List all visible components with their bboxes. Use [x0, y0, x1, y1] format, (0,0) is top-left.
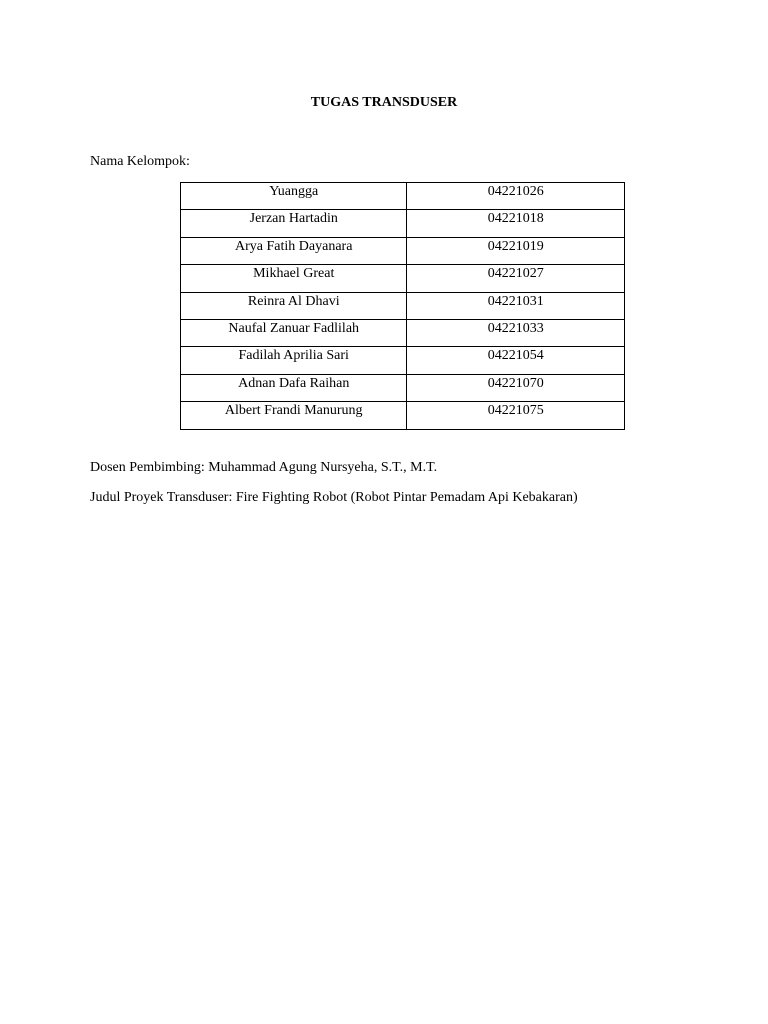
table-row [181, 183, 625, 210]
table-row [181, 402, 625, 429]
table-row [181, 237, 625, 264]
member-name: Mikhael Great [181, 265, 407, 292]
member-name: Yuangga [181, 183, 407, 210]
member-name: Naufal Zanuar Fadlilah [181, 319, 407, 346]
table-row [181, 347, 625, 374]
table-row [181, 292, 625, 319]
member-name: Arya Fatih Dayanara [181, 237, 407, 264]
member-id: 04221026 [407, 183, 625, 210]
members-table [180, 182, 625, 430]
member-id: 04221018 [407, 210, 625, 237]
table-row [181, 210, 625, 237]
member-id: 04221075 [407, 402, 625, 429]
table-row [181, 374, 625, 401]
member-id: 04221033 [407, 319, 625, 346]
table-row [181, 319, 625, 346]
table-row [181, 265, 625, 292]
member-id: 04221054 [407, 347, 625, 374]
member-name: Jerzan Hartadin [181, 210, 407, 237]
member-id: 04221019 [407, 237, 625, 264]
member-name: Reinra Al Dhavi [181, 292, 407, 319]
member-id: 04221070 [407, 374, 625, 401]
group-label: Nama Kelompok: [90, 154, 190, 169]
member-id: 04221031 [407, 292, 625, 319]
member-name: Adnan Dafa Raihan [181, 374, 407, 401]
supervisor-line: Dosen Pembimbing: Muhammad Agung Nursyeha, S.T., M.T. [90, 460, 438, 475]
member-name: Albert Frandi Manurung [181, 402, 407, 429]
project-title-line: Judul Proyek Transduser: Fire Fighting Robot (Robot Pintar Pemadam Api Kebakaran) [90, 490, 578, 505]
member-id: 04221027 [407, 265, 625, 292]
document-title: TUGAS TRANSDUSER [310, 95, 458, 110]
member-name: Fadilah Aprilia Sari [181, 347, 407, 374]
